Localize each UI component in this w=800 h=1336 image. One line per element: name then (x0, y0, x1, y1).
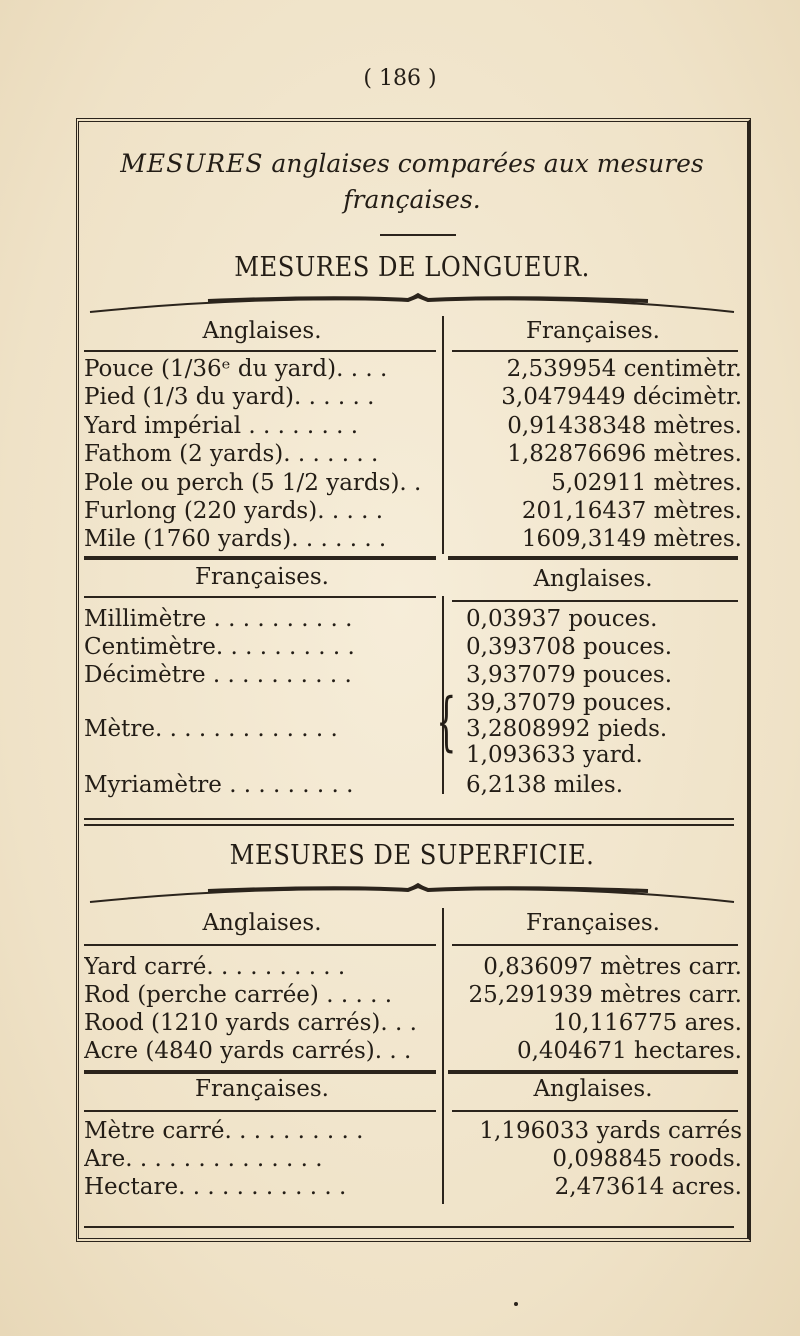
row-label: Centimètre. . . . . . . . . . (84, 634, 355, 660)
swell-rule-1 (88, 292, 736, 314)
table-row (84, 954, 742, 980)
row-value: 2,539954 centimètr. (506, 356, 742, 382)
block-rule-right (448, 556, 738, 560)
header-rule-right-2 (452, 600, 738, 602)
header-rule-left (84, 350, 436, 352)
table-row (84, 1118, 742, 1144)
row-value: 5,02911 mètres. (551, 469, 742, 496)
section-heading-longueur: MESURES DE LONGUEUR. (234, 252, 590, 283)
table-row (84, 413, 742, 439)
col-header-francaises-s: Françaises. (526, 910, 660, 936)
title-rest: anglaises comparées aux mesures (263, 149, 704, 178)
metre-value-2: 3,2808992 pieds. (466, 716, 668, 742)
table-row (84, 1146, 742, 1172)
row-label: Rod (perche carrée) . . . . . (84, 982, 393, 1008)
row-value: 0,836097 mètres carr. (483, 954, 742, 980)
table-row (84, 498, 742, 524)
row-label: Rood (1210 yards carrés). . . (84, 1010, 417, 1036)
myriametre-row (84, 772, 742, 798)
row-value: 1,196033 yards carrés (479, 1118, 742, 1144)
row-label: Pied (1/3 du yard). . . . . . (84, 384, 375, 411)
row-label: Mile (1760 yards). . . . . . . (84, 526, 387, 553)
row-value: 1,82876696 mètres. (507, 441, 742, 468)
row-label: Fathom (2 yards). . . . . . . (84, 441, 379, 468)
section-heading-superficie: MESURES DE SUPERFICIE. (229, 840, 595, 871)
title-line2: françaises. (343, 185, 481, 214)
table-row (84, 606, 742, 632)
row-value: 2,473614 acres. (554, 1174, 742, 1200)
row-label: Furlong (220 yards). . . . . (84, 498, 383, 524)
header-rule-right-s (452, 944, 738, 946)
row-label: Yard impérial . . . . . . . . (84, 412, 359, 439)
title-divider (380, 234, 456, 236)
block-rule-left-s (84, 1070, 436, 1074)
row-label: Are. . . . . . . . . . . . . . (84, 1146, 323, 1172)
row-value: 6,2138 miles. (466, 772, 624, 798)
col-header-francaises-2: Françaises. (195, 564, 329, 590)
row-value: 0,03937 pouces. (466, 606, 658, 632)
row-label: Hectare. . . . . . . . . . . . (84, 1174, 347, 1200)
col-header-francaises: Françaises. (526, 318, 660, 344)
row-value: 0,404671 hectares. (516, 1038, 742, 1064)
row-value: 1609,3149 mètres. (521, 526, 742, 553)
metre-value-3: 1,093633 yard. (466, 742, 643, 768)
row-value: 201,16437 mètres. (521, 498, 742, 524)
table-row (84, 662, 742, 688)
table-row (84, 634, 742, 660)
metre-label: Mètre. . . . . . . . . . . . . (84, 716, 338, 742)
table-row (84, 1038, 742, 1064)
row-label: Myriamètre . . . . . . . . . (84, 772, 354, 798)
bottom-rule (84, 1226, 734, 1228)
table-row (84, 1174, 742, 1200)
row-value: 3,937079 pouces. (466, 662, 673, 688)
page-title (76, 146, 748, 218)
table-row (84, 470, 742, 496)
row-label: Acre (4840 yards carrés). . . (84, 1038, 412, 1064)
table-row (84, 1010, 742, 1036)
row-value: 0,098845 roods. (552, 1146, 742, 1172)
table-row (84, 441, 742, 467)
row-value: 10,116775 ares. (552, 1010, 742, 1036)
col-header-francaises-s2: Françaises. (195, 1076, 329, 1102)
section-rule-b (84, 824, 734, 826)
table-row (84, 356, 742, 382)
col-header-anglaises: Anglaises. (202, 318, 322, 344)
col-header-anglaises-2: Anglaises. (533, 566, 653, 592)
header-rule-left-s (84, 944, 436, 946)
row-value: 0,393708 pouces. (466, 634, 673, 660)
row-value: 3,0479449 décimètr. (501, 384, 742, 411)
table-row (84, 384, 742, 410)
header-rule-left-s2 (84, 1110, 436, 1112)
block-rule-left (84, 556, 436, 560)
metre-brace: { (436, 685, 457, 759)
row-label: Décimètre . . . . . . . . . . (84, 662, 352, 688)
table-row (84, 982, 742, 1008)
metre-value-row (84, 716, 742, 742)
table-row (84, 526, 742, 552)
metre-value-row (84, 742, 742, 768)
col-header-anglaises-s2: Anglaises. (533, 1076, 653, 1102)
header-rule-right (452, 350, 738, 352)
metre-value-1: 39,37079 pouces. (466, 690, 673, 716)
row-label: Mètre carré. . . . . . . . . . (84, 1118, 364, 1144)
metre-value-row (84, 690, 742, 716)
header-rule-left-2 (84, 596, 436, 598)
header-rule-right-s2 (452, 1110, 738, 1112)
title-caps: MESURES (120, 149, 264, 178)
row-label: Pole ou perch (5 1/2 yards). . (84, 469, 422, 496)
block-rule-right-s (448, 1070, 738, 1074)
page-number: ( 186 ) (363, 66, 437, 91)
row-label: Millimètre . . . . . . . . . . (84, 606, 353, 632)
page-speck (514, 1302, 518, 1306)
row-value: 0,91438348 mètres. (507, 412, 742, 439)
row-label: Pouce (1/36ᵉ du yard). . . . (84, 356, 388, 382)
row-value: 25,291939 mètres carr. (468, 982, 742, 1008)
swell-rule-2 (88, 882, 736, 904)
section-rule-a (84, 818, 734, 820)
row-label: Yard carré. . . . . . . . . . (84, 954, 346, 980)
col-header-anglaises-s: Anglaises. (202, 910, 322, 936)
